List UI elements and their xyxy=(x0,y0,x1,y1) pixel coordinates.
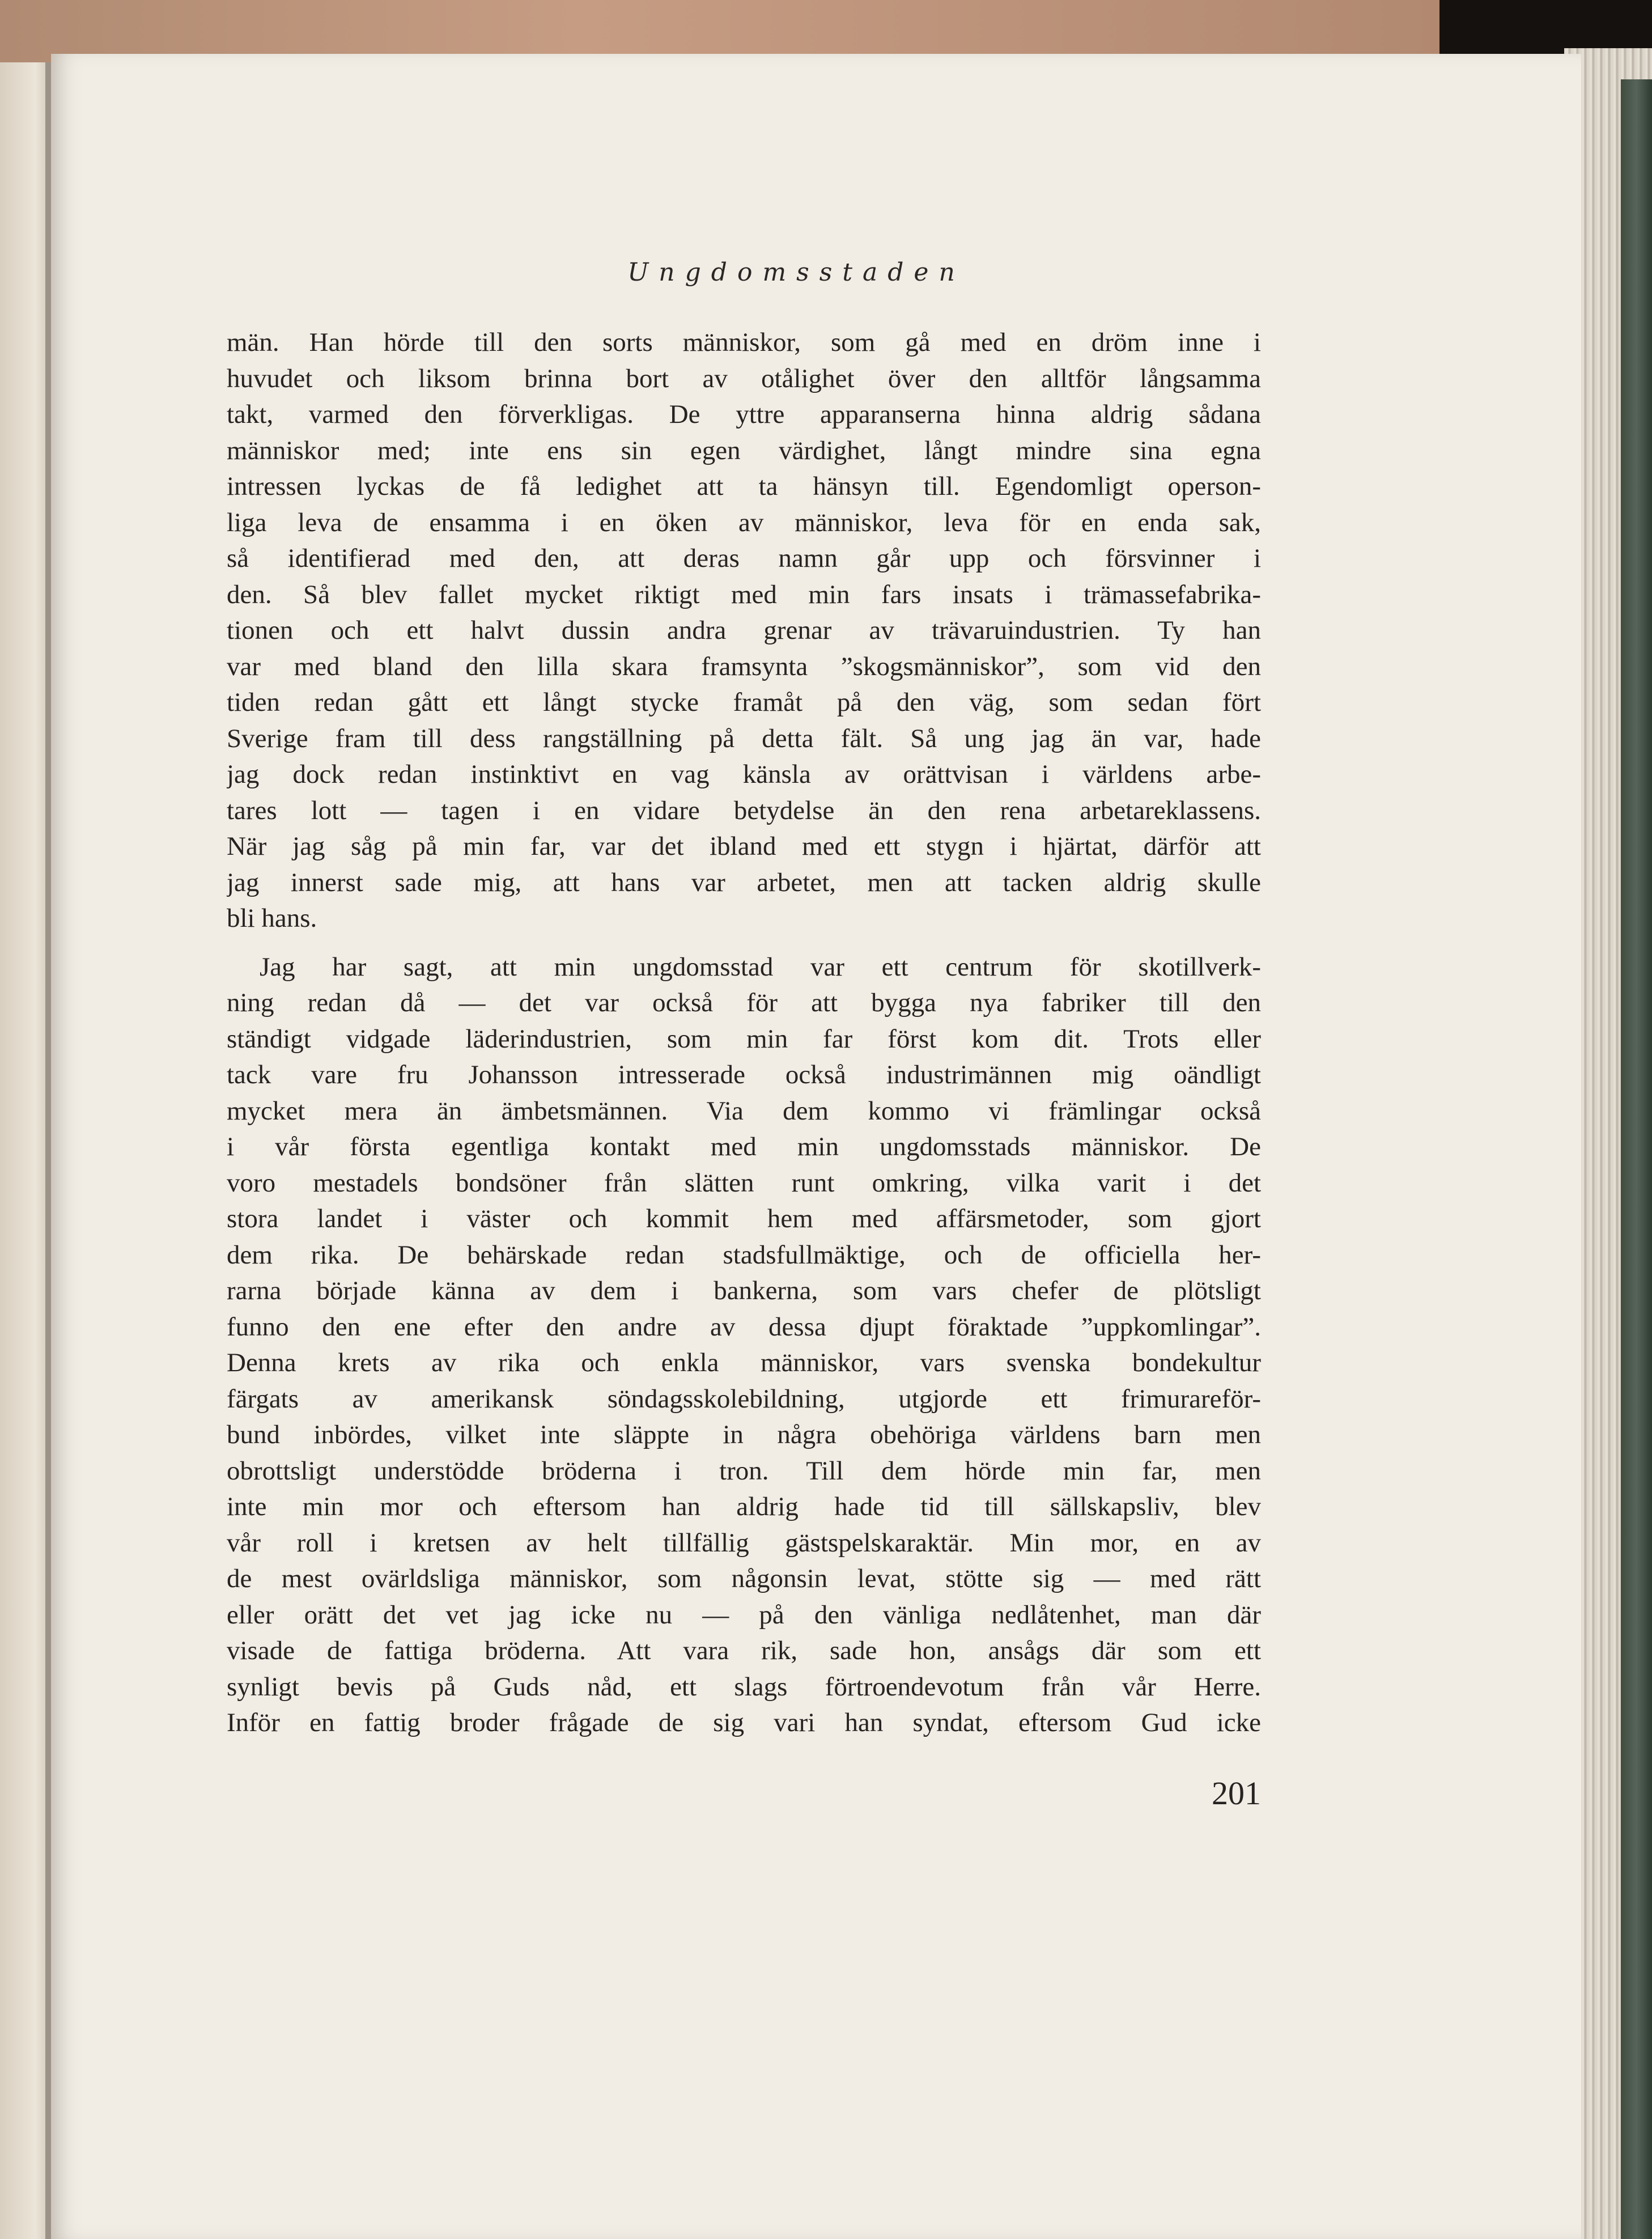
text-line: vår roll i kretsen av helt tillfällig gästspelskaraktär. Min mor, en av xyxy=(227,1528,1261,1558)
text-line: Jag har sagt, att min ungdomsstad var ett centrum för skotillverk- xyxy=(260,952,1261,982)
text-line: funno den ene efter den andre av dessa djupt föraktade ”uppkomlingar”. xyxy=(227,1312,1261,1342)
book-page xyxy=(51,54,1581,2239)
text-line: synligt bevis på Guds nåd, ett slags förtroendevotum från vår Herre. xyxy=(227,1672,1261,1702)
body-text xyxy=(227,325,1261,1741)
text-line: män. Han hörde till den sorts människor, som gå med en dröm inne i xyxy=(227,328,1261,357)
text-line: inte min mor och eftersom han aldrig hade tid till sällskapsliv, blev xyxy=(227,1492,1261,1521)
text-line: mycket mera än ämbetsmännen. Via dem kommo vi främlingar också xyxy=(227,1096,1261,1126)
text-line: bund inbördes, vilket inte släppte in några obehöriga världens barn men xyxy=(227,1420,1261,1449)
text-line: tares lott — tagen i en vidare betydelse än den rena arbetareklassens. xyxy=(227,795,1261,825)
text-line: voro mestadels bondsöner från slätten runt omkring, vilka varit i det xyxy=(227,1168,1261,1198)
text-line: den. Så blev fallet mycket riktigt med min fars insats i trämassefabrika- xyxy=(227,579,1261,609)
text-line: så identifierad med den, att deras namn går upp och försvinner i xyxy=(227,544,1261,573)
text-line: liga leva de ensamma i en öken av människor, leva för en enda sak, xyxy=(227,507,1261,537)
text-line: färgats av amerikansk söndagsskolebildning, utgjorde ett frimurareför- xyxy=(227,1384,1261,1414)
text-line: rarna började känna av dem i bankerna, som vars chefer de plötsligt xyxy=(227,1276,1261,1305)
book-cover-edge xyxy=(1621,79,1652,2239)
text-line: tionen och ett halvt dussin andra grenar av trävaruindustrien. Ty han xyxy=(227,616,1261,645)
text-line: ständigt vidgade läderindustrien, som min far först kom dit. Trots eller xyxy=(227,1024,1261,1054)
text-line: intressen lyckas de få ledighet att ta hänsyn till. Egendomligt operson- xyxy=(227,472,1261,501)
text-line: bli hans. xyxy=(227,904,317,933)
running-head: Ungdomsstaden xyxy=(627,258,965,287)
page-number: 201 xyxy=(1212,1775,1261,1812)
text-line: jag dock redan instinktivt en vag känsla av orättvisan i världens arbe- xyxy=(227,760,1261,789)
text-line: huvudet och liksom brinna bort av otålighet över den alltför långsamma xyxy=(227,363,1261,393)
text-line: Inför en fattig broder frågade de sig vari han syndat, eftersom Gud icke xyxy=(227,1708,1261,1737)
text-line: visade de fattiga bröderna. Att vara rik, sade hon, ansågs där som ett xyxy=(227,1636,1261,1665)
text-line: de mest ovärldsliga människor, som någonsin levat, stötte sig — med rätt xyxy=(227,1564,1261,1593)
paragraph-gap xyxy=(227,937,1261,949)
previous-page-edge xyxy=(0,62,51,2239)
text-line: takt, varmed den förverkligas. De yttre apparanserna hinna aldrig sådana xyxy=(227,400,1261,429)
text-line: jag innerst sade mig, att hans var arbetet, men att tacken aldrig skulle xyxy=(227,867,1261,897)
text-line: i vår första egentliga kontakt med min ungdomsstads människor. De xyxy=(227,1132,1261,1161)
text-line: Sverige fram till dess rangställning på detta fält. Så ung jag än var, hade xyxy=(227,723,1261,753)
text-line: var med bland den lilla skara framsynta ”skogsmänniskor”, som vid den xyxy=(227,651,1261,681)
text-line: människor med; inte ens sin egen värdighet, långt mindre sina egna xyxy=(227,435,1261,465)
text-line: tiden redan gått ett långt stycke framåt på den väg, som sedan fört xyxy=(227,688,1261,717)
text-line: dem rika. De behärskade redan stadsfullmäktige, och de officiella her- xyxy=(227,1240,1261,1270)
text-line: tack vare fru Johansson intresserade också industrimännen mig oändligt xyxy=(227,1060,1261,1089)
text-line: stora landet i väster och kommit hem med affärsmetoder, som gjort xyxy=(227,1204,1261,1233)
text-line: eller orätt det vet jag icke nu — på den vänliga nedlåtenhet, man där xyxy=(227,1600,1261,1630)
text-line: ning redan då — det var också för att bygga nya fabriker till den xyxy=(227,988,1261,1017)
text-line: När jag såg på min far, var det ibland med ett stygn i hjärtat, därför att xyxy=(227,832,1261,861)
text-line: Denna krets av rika och enkla människor, vars svenska bondekultur xyxy=(227,1348,1261,1377)
text-line: obrottsligt understödde bröderna i tron. Till dem hörde min far, men xyxy=(227,1456,1261,1486)
